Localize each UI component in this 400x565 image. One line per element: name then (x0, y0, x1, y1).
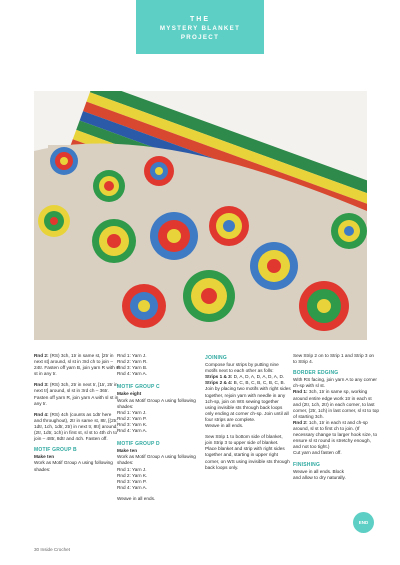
paragraph: Compose four strips by putting nine motifs next to each other as folls: (205, 362, 279, 374)
paragraph-text: 3ch, 1tr in same sp, working around entire edge work 1tr in each st and (2tr, 1ch, 2tr) in each corner, to last corner, (2tr, 1ch) in last corner, sl st to top of starting 3ch. (293, 389, 379, 419)
paragraph: Work as Motif Group A using following shades: (34, 460, 113, 472)
round-label: Rnd 4: (34, 411, 49, 417)
section-heading: MOTIF GROUP B (34, 447, 77, 454)
shade-line: Rnd 4: Yarn A. (117, 484, 148, 490)
round-label: Rnd 2: (34, 353, 49, 358)
section-heading: MOTIF GROUP D (117, 441, 160, 448)
round-label: Rnd 1: (293, 389, 308, 395)
title-banner (136, 0, 264, 54)
column-1 (34, 353, 120, 478)
paragraph: Sew Strip 2 on to Strip 1 and Strip 3 on to Strip 4. (293, 353, 375, 365)
section-heading: FINISHING (293, 461, 321, 468)
paragraph-text: D, A, D, A, D, A, D, A, D. (232, 374, 285, 380)
paragraph (293, 389, 379, 419)
paragraph (293, 420, 379, 450)
paragraph: Work as Motif Group A using following shades: (117, 454, 196, 466)
strip-label: Strips 2 & 4: (205, 380, 233, 386)
shade-line: Rnd 2: Yarn R. (117, 359, 148, 365)
section-heading: BORDER EDGING (293, 370, 339, 377)
paragraph: Join by placing two motifs with right sides together, rejoin yarn with needle in any 1ch-sp, join on WS sewing together using invisible sts through back loops only ending at corner ch-sp. Join until all four strips are complete. (205, 386, 291, 422)
paragraph-text: (RS) 3ch, 1tr in same st, [2tr in next st] around, sl st in 3rd ch to join – 24tr. Fasten off yarn B, join yarn R with sl st in any tr. (34, 353, 120, 377)
blanket-photo (34, 91, 367, 340)
page-footer: 30 Inside Crochet (34, 547, 71, 552)
paragraph: Weave in all ends. (117, 495, 156, 501)
shade-line: Rnd 4: Yarn A. (117, 428, 148, 434)
paragraph (34, 412, 120, 442)
column-3 (205, 353, 291, 476)
paragraph (34, 382, 120, 406)
column-2 (117, 353, 203, 507)
shade-line: Rnd 2: Yarn P. (117, 415, 147, 421)
paragraph-text: (RS) 3ch, 2tr in next tr, [1tr, 2tr in next tr] around, sl st in 3rd ch – 36tr. Fasten off yarn R, join yarn A with sl st in any tr. (34, 382, 119, 406)
column-4 (293, 353, 379, 486)
shade-line: Rnd 4: Yarn A. (117, 371, 148, 377)
round-label: Rnd 2: (293, 419, 308, 425)
section-heading: JOINING (205, 355, 227, 361)
paragraph: Cut yarn and fasten off. (293, 450, 342, 456)
make-count: Make ten (34, 454, 55, 460)
shade-line: Rnd 2: Yarn K. (117, 472, 148, 478)
paragraph-text: (RS) 4ch (counts as 1dtr here and throughout), 2tr in same st, 8tr, [(2tr, 1dtr, 1ch, 1dtr, 2tr) in next tr, 8tr] around, (2tr, 1dtr, 1ch) in first st, sl st to 4th ch to join – 48tr, 8dtr and 4ch. Fasten off. (34, 411, 118, 442)
shade-line: Rnd 3: Yarn P. (117, 478, 147, 484)
shade-line: Rnd 3: Yarn K. (117, 421, 148, 427)
paragraph: Place blanket and strip with right sides together and, starting in upper right corner, on WS using invisible sts through back loops only. (205, 446, 290, 470)
paragraph: Work as Motif Group A using following shades: (117, 397, 196, 409)
strip-label: Strips 1 & 3: (205, 374, 233, 380)
round-label: Rnd 3: (34, 382, 49, 388)
paragraph-text: 1ch, 1tr in each st and ch-sp around, sl st to first ch to join. (If necessary change to larger hook size, to ensure sl st round is stretchy enough, and not too tight.) (293, 419, 378, 450)
banner-line-3: PROJECT (180, 34, 220, 41)
crochet-blanket-photo-icon (34, 91, 367, 340)
end-badge: END (353, 512, 374, 533)
make-count: Make eight (117, 391, 142, 397)
paragraph-text: B, C, B, C, B, C, B, C, B. (232, 380, 285, 386)
paragraph: Weave in all ends. (205, 423, 244, 429)
banner-line-1: THE (190, 16, 210, 23)
paragraph (34, 353, 120, 377)
make-count: Make ten (117, 448, 138, 454)
banner-line-2: MYSTERY BLANKET (159, 25, 241, 32)
shade-line: Rnd 1: Yarn J. (117, 353, 147, 358)
shade-line: Rnd 3: Yarn B. (117, 365, 148, 371)
section-heading: MOTIF GROUP C (117, 384, 160, 391)
paragraph: Weave in all ends. Block and allow to dry naturally. (293, 468, 346, 480)
shade-line: Rnd 1: Yarn J. (117, 466, 147, 472)
paragraph: Sew Strip 1 to bottom side of blanket, join Strip 3 to upper side of blanket. (205, 434, 283, 446)
paragraph: With RS facing, join yarn A to any corner ch-sp with sl st. (293, 377, 377, 389)
shade-line: Rnd 1: Yarn J. (117, 409, 147, 415)
